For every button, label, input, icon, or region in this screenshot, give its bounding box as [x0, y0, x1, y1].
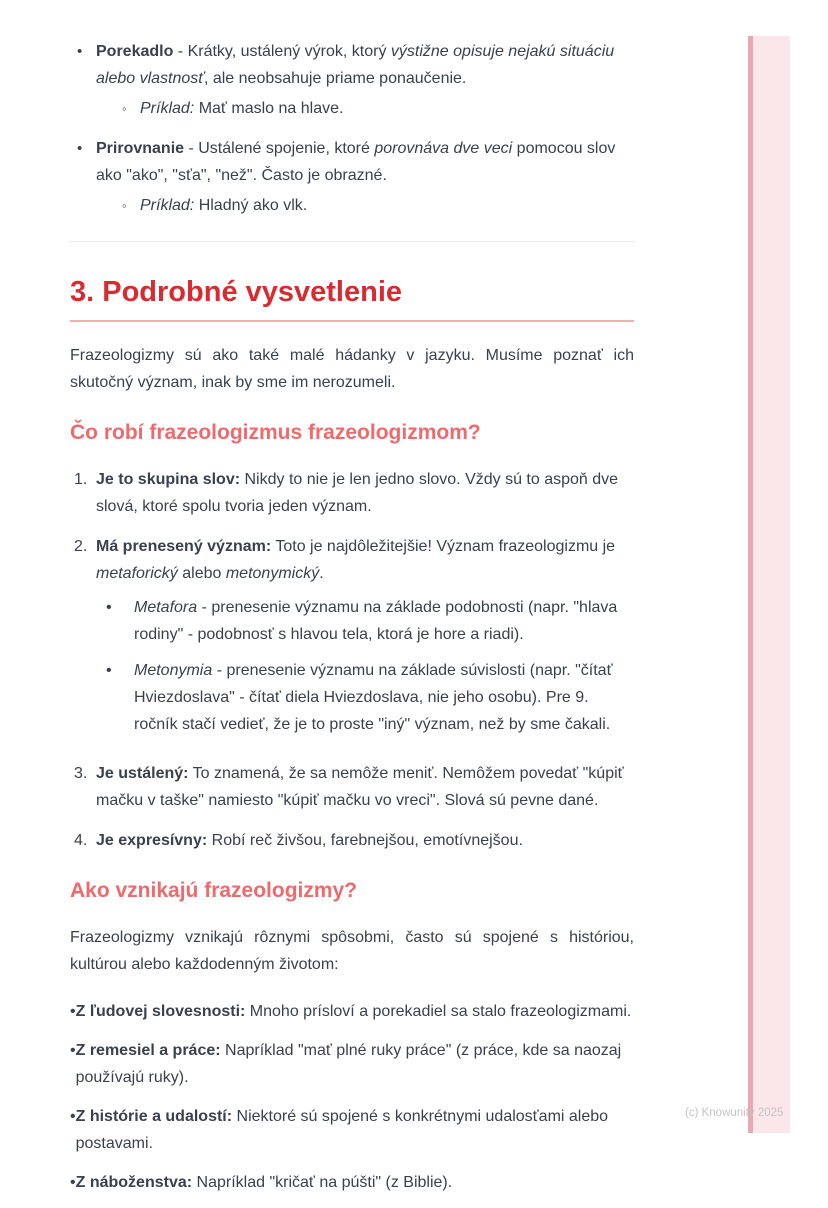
origin-item-text: Z ľudovej slovesnosti: Mnoho prísloví a porekadiel sa stalo frazeologizmami.	[75, 1003, 632, 1020]
list-item-porekadlo	[70, 38, 634, 122]
section-title: 3. Podrobné vysvetlenie	[70, 276, 634, 322]
numbered-list	[70, 466, 634, 854]
bullet-icon	[96, 594, 134, 621]
example-text: Príklad: Mať maslo na hlave.	[140, 100, 344, 117]
origin-item-text: Z histórie a udalostí: Niektoré sú spojené s konkrétnymi udalosťami alebo postavami.	[75, 1108, 609, 1152]
numbered-item-2	[70, 533, 634, 747]
item-number: 2.	[74, 538, 88, 555]
subsection-title-what-makes: Čo robí frazeologizmus frazeologizmom?	[70, 421, 481, 444]
nested-bullet-list	[96, 594, 634, 738]
list-item-text: Porekadlo - Krátky, ustálený výrok, ktorý výstižne opisuje nejakú situáciu alebo vlastnosť, ale neobsahuje priame ponaučenie.	[96, 43, 615, 87]
definitions-list	[70, 38, 634, 219]
list-item-body	[96, 38, 634, 122]
origins-intro-paragraph: Frazeologizmy vznikajú rôznymi spôsobmi, často sú spojené s históriou, kultúrou alebo každodenným životom:	[70, 929, 634, 973]
subsection-title-origins: Ako vznikajú frazeologizmy?	[70, 879, 358, 902]
bullet-icon	[70, 38, 96, 65]
watermark: (c) Knowunity 2025	[685, 1107, 784, 1119]
section-divider	[70, 241, 634, 242]
origin-item-text: Z náboženstva: Napríklad "kričať na púšti" (z Biblie).	[75, 1174, 453, 1191]
item-number: 4.	[74, 832, 88, 849]
numbered-item-text: Má prenesený význam: Toto je najdôležitejšie! Význam frazeologizmu je metaforický alebo metonymický.	[96, 538, 616, 582]
nested-item-metonymia	[96, 657, 634, 738]
bullet-icon	[70, 135, 96, 162]
numbered-item-4	[70, 827, 634, 854]
nested-item-metafora	[96, 594, 634, 648]
origin-item-folk	[70, 998, 634, 1025]
numbered-item-text: Je ustálený: To znamená, že sa nemôže meniť. Nemôžem povedať "kúpiť mačku v taške" namiesto "kúpiť mačku vo vreci". Slová sú pevne dané.	[96, 765, 624, 809]
item-number: 1.	[74, 471, 88, 488]
numbered-item-1	[70, 466, 634, 520]
numbered-item-text: Je expresívny: Robí reč živšou, farebnejšou, emotívnejšou.	[96, 832, 523, 849]
circle-bullet-icon	[114, 95, 140, 122]
list-item-prirovnanie	[70, 135, 634, 219]
numbered-item-body	[96, 533, 634, 747]
origins-list	[70, 998, 634, 1196]
list-item-body	[96, 135, 634, 219]
origin-item-history	[70, 1103, 634, 1157]
origin-item-text: Z remesiel a práce: Napríklad "mať plné ruky práce" (z práce, kde sa naozaj používajú ruky).	[75, 1042, 622, 1086]
numbered-item-text: Je to skupina slov: Nikdy to nie je len jedno slovo. Vždy sú to aspoň dve slová, ktoré spolu tvoria jeden význam.	[96, 471, 619, 515]
nested-item-text: Metafora - prenesenie významu na základe podobnosti (napr. "hlava rodiny" - podobnosť s hlavou tela, ktorá je hore a riadi).	[134, 599, 618, 643]
example-text: Príklad: Hladný ako vlk.	[140, 197, 308, 214]
page-content	[70, 0, 634, 1208]
page-edge-accent-stripe	[748, 36, 790, 1133]
origin-item-religion	[70, 1169, 634, 1196]
circle-bullet-icon	[114, 192, 140, 219]
item-number: 3.	[74, 765, 88, 782]
nested-item-text: Metonymia - prenesenie významu na základe súvislosti (napr. "čítať Hviezdoslava" - čítať diela Hviezdoslava, nie jeho osobu). Pre 9. ročník stačí vedieť, že je to proste "iný" význam, než by sme čakali.	[134, 662, 613, 733]
list-item-text: Prirovnanie - Ustálené spojenie, ktoré porovnáva dve veci pomocou slov ako "ako", "sťa", "než". Často je obrazné.	[96, 140, 616, 184]
example-item	[114, 95, 634, 122]
origin-item-crafts	[70, 1037, 634, 1091]
numbered-item-3	[70, 760, 634, 814]
bullet-icon	[96, 657, 134, 684]
section-intro-paragraph: Frazeologizmy sú ako také malé hádanky v jazyku. Musíme poznať ich skutočný význam, inak by sme im nerozumeli.	[70, 347, 634, 391]
example-item	[114, 192, 634, 219]
